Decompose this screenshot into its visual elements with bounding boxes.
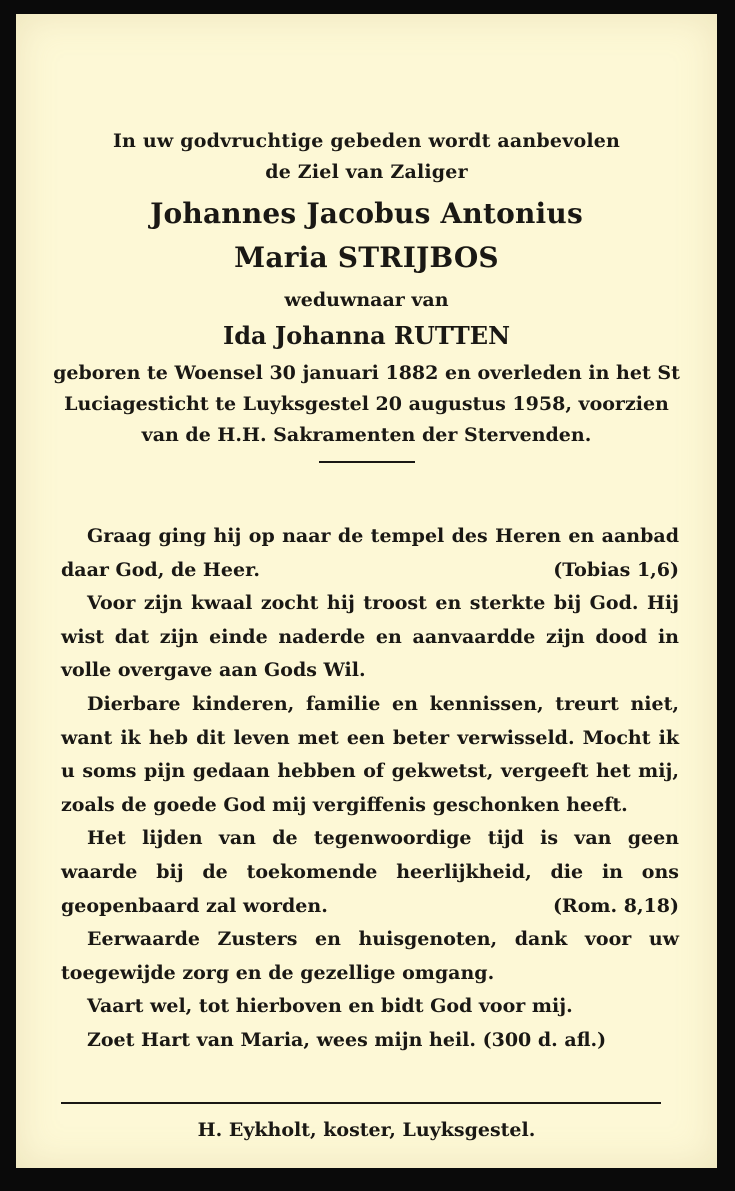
intro-line-2: de Ziel van Zaliger [265, 161, 468, 183]
paragraph-3: Dierbare kinderen, familie en kennissen, treurt niet, want ik heb dit leven met een beter verwisseld. Mocht ik u soms pijn gedaan hebben of gekwetst, vergeeft het mij, zoals de goede God mij vergiffenis geschonken heeft. [61, 692, 679, 816]
scripture-reference-2: (Rom. 8,18) [552, 894, 679, 917]
paragraph-6: Vaart wel, tot hierboven en bidt God voor mij. [87, 995, 573, 1018]
spouse-name: Ida Johanna RUTTEN [222, 321, 511, 350]
memorial-card [16, 14, 717, 1168]
footer-divider [61, 1102, 661, 1104]
widower-of-label: weduwnaar van [284, 289, 449, 311]
card-body [61, 520, 679, 1058]
deceased-name-line-1: Johannes Jacobus Antonius [150, 197, 583, 230]
paragraph-4-text: Het lijden van de tegenwoordige tijd is van geen waarde bij de toekomende heerlijkheid, die in ons geopenbaard zal worden. [61, 827, 679, 917]
card-header [16, 126, 717, 463]
intro-line-1: In uw godvruchtige gebeden wordt aanbevolen [112, 130, 621, 152]
paragraph-2: Voor zijn kwaal zocht hij troost en sterkte bij God. Hij wist dat zijn einde naderde en aanvaardde zijn dood in volle overgave aan Gods Wil. [61, 592, 679, 682]
biography: geboren te Woensel 30 januari 1882 en overleden in het St Luciagesticht te Luyksgestel 20 augustus 1958, voorzien van de H.H. Sakramenten der Stervenden. [53, 362, 680, 446]
paragraph-1-text: Graag ging hij op naar de tempel des Heren en aanbad daar God, de Heer. [61, 525, 679, 581]
scripture-reference-1: (Tobias 1,6) [553, 558, 679, 581]
paragraph-7: Zoet Hart van Maria, wees mijn heil. (300 d. afl.) [87, 1028, 607, 1051]
paragraph-5: Eerwaarde Zusters en huisgenoten, dank voor uw toegewijde zorg en de gezellige omgang. [61, 928, 679, 984]
deceased-name-line-2: Maria STRIJBOS [234, 241, 499, 274]
short-divider [319, 461, 415, 463]
paragraph-1 [61, 520, 679, 587]
printer-credit: H. Eykholt, koster, Luyksgestel. [197, 1119, 536, 1141]
paragraph-4 [61, 822, 679, 923]
